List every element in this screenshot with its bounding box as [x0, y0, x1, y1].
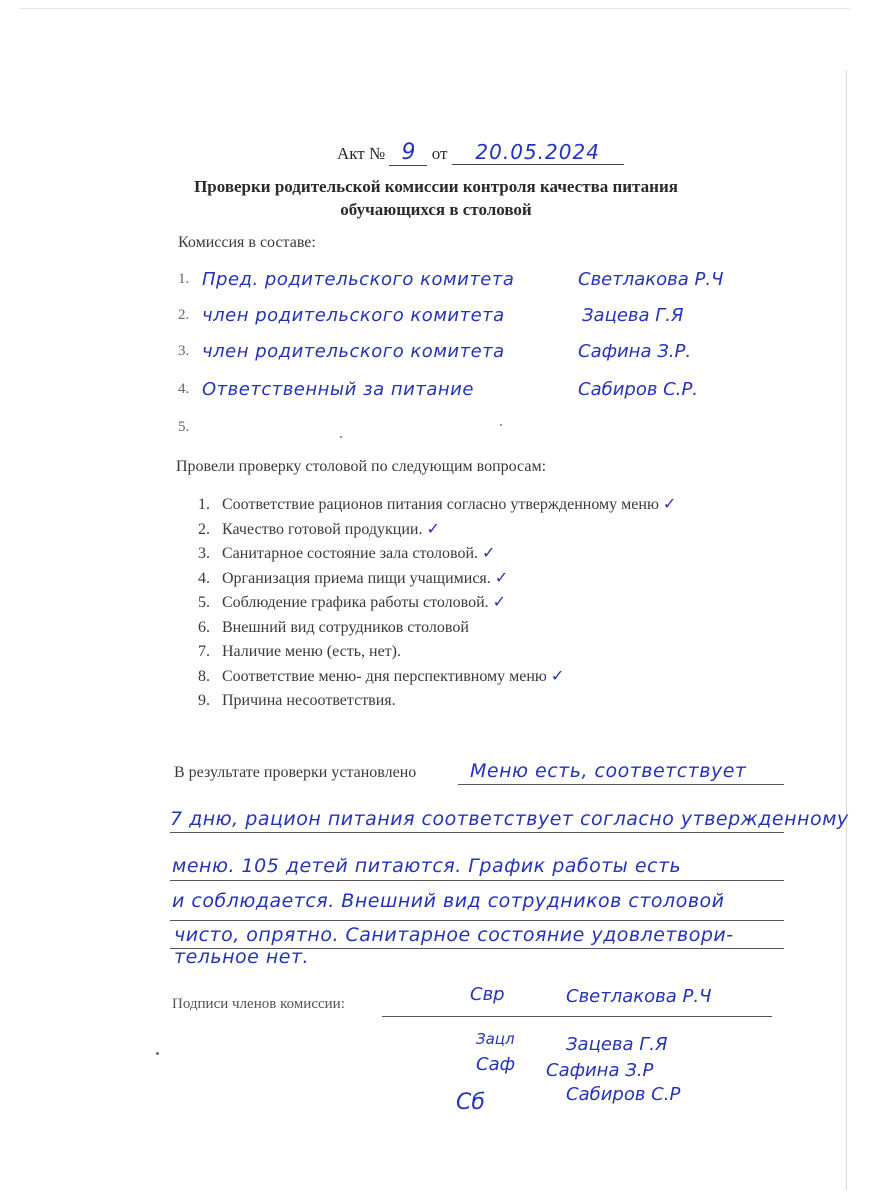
commission-member-2 — [178, 298, 768, 328]
result-label: В результате проверки установлено — [174, 764, 417, 781]
member-role: член родительского комитета — [202, 305, 505, 326]
commission-member-3 — [178, 334, 768, 364]
check-mark-icon: ✓ — [426, 518, 440, 538]
member-number: 4. — [178, 381, 190, 397]
commission-member-5 — [178, 410, 768, 440]
check-item — [198, 641, 798, 666]
check-item — [198, 543, 798, 568]
act-prefix: Акт № — [337, 144, 386, 163]
signature-mark: Зацл — [476, 1030, 515, 1048]
check-item-number: 4. — [198, 569, 210, 587]
check-item-number: 2. — [198, 520, 210, 538]
check-mark-icon: ✓ — [550, 665, 565, 685]
member-name: Сафина З.Р. — [578, 341, 692, 362]
check-mark-icon: ✓ — [492, 592, 507, 611]
commission-label: Комиссия в составе: — [178, 234, 316, 251]
check-list — [198, 494, 798, 715]
commission-member-1 — [178, 262, 768, 292]
check-item-text: Организация приема пищи учащимися. — [222, 569, 491, 587]
signature-name: Сафина З.Р — [546, 1060, 654, 1081]
check-mark-icon: ✓ — [662, 494, 677, 513]
signature-mark: Саф — [476, 1054, 515, 1075]
scan-speck — [156, 1052, 159, 1055]
check-item-text: Внешний вид сотрудников столовой — [222, 618, 469, 636]
member-number: 2. — [178, 307, 190, 323]
member-name: Сабиров С.Р. — [578, 379, 699, 400]
check-mark-icon: ✓ — [482, 543, 496, 562]
result-line-1: Меню есть, соответствует — [470, 760, 747, 782]
check-item-number: 5. — [198, 594, 210, 611]
heading-line-1: Проверки родительской комиссии контроля качества питания — [194, 177, 678, 196]
signature-mark: Свр — [470, 984, 505, 1005]
member-role: член родительского комитета — [202, 341, 505, 362]
check-item — [198, 519, 798, 544]
check-item-number: 8. — [198, 667, 210, 685]
check-item-number: 7. — [198, 643, 210, 660]
member-name: Зацева Г.Я — [582, 305, 684, 326]
check-item-number: 6. — [198, 618, 210, 636]
result-line-6: тельное нет. — [174, 946, 310, 968]
check-item — [198, 494, 798, 519]
check-item — [198, 690, 798, 715]
scan-speck — [500, 424, 502, 426]
check-item-text: Наличие меню (есть, нет). — [222, 643, 401, 660]
act-title — [337, 140, 624, 166]
scan-edge-top — [20, 8, 850, 9]
member-number: 3. — [178, 343, 190, 359]
result-underline — [170, 832, 784, 833]
check-item — [198, 666, 798, 691]
member-name: Светлакова Р.Ч — [578, 269, 724, 290]
member-number: 1. — [178, 271, 190, 287]
scan-edge-right — [846, 70, 847, 1190]
check-item — [198, 617, 798, 642]
result-underline — [170, 880, 784, 881]
signature-name: Зацева Г.Я — [566, 1034, 668, 1055]
check-item-number: 3. — [198, 545, 210, 562]
member-number: 5. — [178, 419, 190, 435]
signature-mark: Сб — [456, 1090, 485, 1115]
check-item-number: 9. — [198, 692, 210, 709]
result-underline — [170, 920, 784, 921]
result-underline — [458, 784, 784, 785]
signature-underline — [382, 1016, 772, 1017]
check-item-number: 1. — [198, 496, 210, 513]
check-item-text: Санитарное состояние зала столовой. — [222, 545, 479, 562]
act-number: 9 — [389, 140, 427, 166]
signature-name: Светлакова Р.Ч — [566, 986, 712, 1007]
check-item-text: Соблюдение графика работы столовой. — [222, 594, 489, 611]
heading-line-2: обучающихся в столовой — [340, 200, 532, 219]
check-item-text: Качество готовой продукции. — [222, 520, 423, 538]
check-item-text: Соответствие рационов питания согласно утвержденному меню — [222, 496, 659, 513]
check-item-text: Причина несоответствия. — [222, 692, 396, 709]
signatures-label: Подписи членов комиссии: — [172, 996, 345, 1012]
result-line-3: меню. 105 детей питаются. График работы есть — [172, 855, 682, 877]
commission-member-4 — [178, 372, 768, 402]
check-item — [198, 592, 798, 617]
result-line-5: чисто, опрятно. Санитарное состояние удовлетвори- — [174, 924, 734, 946]
check-mark-icon: ✓ — [494, 567, 509, 587]
check-item-text: Соответствие меню- дня перспективному меню — [222, 667, 547, 685]
act-from-word: от — [431, 144, 448, 163]
scan-speck — [340, 436, 342, 438]
signature-name: Сабиров С.Р — [566, 1084, 681, 1105]
member-role: Ответственный за питание — [202, 379, 474, 400]
act-date: 20.05.2024 — [452, 140, 624, 165]
check-item — [198, 568, 798, 593]
check-label: Провели проверку столовой по следующим вопросам: — [176, 458, 547, 475]
result-line-4: и соблюдается. Внешний вид сотрудников столовой — [172, 890, 725, 912]
result-line-2: 7 дню, рацион питания соответствует согласно утвержденному — [170, 808, 849, 830]
member-role: Пред. родительского комитета — [202, 269, 515, 290]
